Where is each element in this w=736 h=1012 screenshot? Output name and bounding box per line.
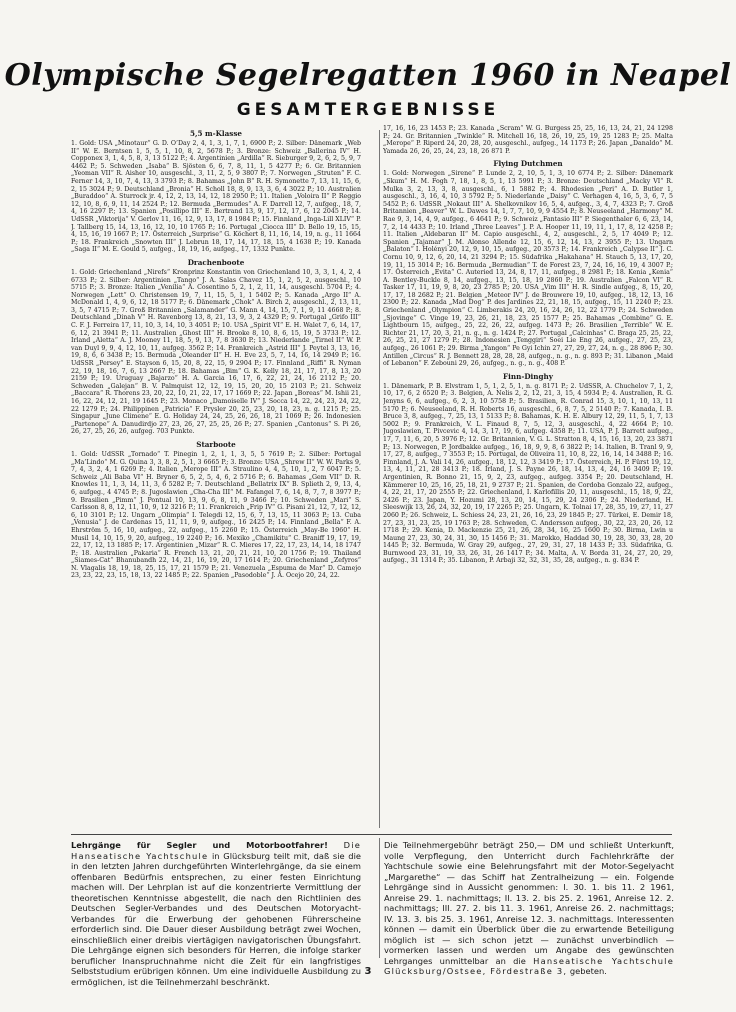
column-divider [379, 130, 380, 828]
article-left-text [71, 840, 361, 987]
results-drachenboote: 1. Gold: Griechenland „Nirefs“ Kronprinz Konstantin von Griechenland 10, 3, 3, 1, 4, 2, 4 6733 P.; 2. Silber: Argentinien „Tango“ J. A. Salas Chavez 15, 1, 2, 5, 2, ausgeschl., 10 5715 P.; 3. Bronze: Italien „Venilia“ A. Cosentino 5, 2, 1, 2, 11, 14, ausgeschl. 5704 P.; 4. Norwegen „Lett“ O. Christensen 19, 7, 11, 15, 5, 1, 1 5402 P.; 5. Kanada „Argo II“ A. McDonald 1, 4, 9, 6, 12, 18 5177 P.; 6. Dänemark „Chok“ A. Birch 2, ausgeschl., 2, 13, 11, 3, 5, 7 4715 P.; 7. Groß Britannien „Salamander“ G. Mann 4, 14, 15, 7, 1, 9, 11 4668 P.; 8. Deutschland „Dinah V“ H. Ravenborg 13, 8, 21, 13, 9, 3, 2 4329 P.; 9. Portugal „Grifo III“ C. F. J. Ferreira 17, 11, 10, 3, 14, 10, 3 4051 P.; 10. USA „Spirit VI“ E. H. Walet 7, 6, 14, 17, 6, 12, 21 3941 P.; 11. Australien „Ghost III“ H. Brooke 8, 10, 8, 6, 15, 19, 5 3733 P.; 12. Irland „Aletta“ A. J. Mooney 11, 18, 5, 9, 13, 7, 8 3630 P.; 13. Niederlande „Tirnel II“ W. P. van Duyl 9, 9, 4, 12, 10, 11, aufgeg. 3562 P.; 14. Frankreich „Astrid III“ J. Peytel 3, 13, 16, 19, 8, 6, 6 3438 P.; 15. Bermuda „Oleander II“ H. H. Eve 23, 5, 7, 14, 16, 14 2949 P.; 16. UdSSR „Persey“ E. Stayson 6, 15, 20, 8, 22, 15, 9 2904 P.; 17. Finnland „Riffi“ R. Nyman 22, 19, 18, 16, 7, 6, 13 2667 P.; 18. Bahamas „Bim“ G. K. Kelly 18, 21, 17, 17, 8, 13, 20 2159 P.; 19. Uruguay „Bajarzo“ H. A. Garcia 16, 17, 6, 22, 21, 24, 16 2112 P.; 20. Schweden „Galejan“ B. V. Palmquist 12, 12, 19, 15, 20, 20, 15 2103 P.; 21. Schweiz „Baccara“ R. Thorens 23, 20, 22, 10, 21, 22, 17, 17 1669 P.; 22. Japan „Boreas“ M. Ishii 21, 16, 22, 24, 12, 21, 19 1645 P.; 23. Monaco „Damoiselle IV“ J. Socca 14, 22, 24, 23, 24, 22, 22 1279 P.; 24. Philippinen „Patricia“ F. Prysler 20, 25, 23, 20, 18, 23, n. g. 1215 P.; 25. Singapur „June Climene“ E. G. Holiday 24, 24, 25, 26, 26, 18, 21 1069 P.; 26. Indonesien „Partenope“ A. Danudirdjo 27, 23, 26, 27, 25, 25, 26 P.; 27. Spanien „Cantonus“ S. Pi 26, 26, 27, 25, 26, 26, aufgeg. 703 Punkte. [71, 268, 361, 436]
school-address: Hanseatische Yachtschule Glücksburg/Ostsee, Fördestraße 3, [384, 955, 674, 976]
results-starboote-continued: 17, 16, 16, 23 1453 P.; 23. Kanada „Scram“ W. G. Burgess 25, 25, 16, 13, 24, 21, 24 1298 P.; 24. Gr. Britannien „Twinkle“ R. Mitchell 16, 18, 26, 19, 25, 19, 25 1283 P.; 25. Malta „Merope“ P. Riperd 24, 20, 28, 20, ausgeschl., aufgeg., 14 1173 P.; 26. Japan „Danaldo“ M. Yamada 26, 26, 25, 24, 23, 18, 26 871 P. [383, 125, 673, 155]
section-heading-flying-dutchmen: Flying Dutchmen [493, 159, 563, 169]
results-starboote: 1. Gold: UdSSR „Tornado“ T. Pinegin 1, 2, 1, 1, 3, 5, 5 7619 P.; 2. Silber: Portugal „Ma’Lindo“ M. G. Quina 3, 3, 8, 2, 5, 1, 3 6665 P.; 3. Bronze: USA „Shrew II“ W. W. Parks 9, 7, 4, 3, 2, 4, 1 6269 P.; 4. Italien „Merope III“ A. Straulino 4, 4, 5, 10, 1, 2, 7 6047 P.; 5. Schweiz „Ali Baba VI“ H. Bryner 6, 5, 2, 5, 4, 6, 2 5716 P.; 6. Bahamas „Gem VII“ D. R. Knowles 11, 1, 3, 14, 11, 3, 6 5282 P.; 7. Deutschland „Bellatrix IX“ B. Splieth 2, 9, 13, 4, 6, aufgeg., 4 4745 P.; 8. Jugoslawien „Cha-Cha III“ M. Fafangel 7, 6, 14, 8, 7, 7, 8 3977 P.; 9. Brasilien „Pimm“ J. Pontual 10, 13, 9, 6, 8, 11, 9 3466 P.; 10. Schweden „Mari“ S. Carlsson 8, 8, 12, 11, 10, 9, 12 3216 P.; 11. Frankreich „Frip IV“ G. Pisani 21, 12, 7, 12, 12, 6, 10 3101 P.; 12. Ungarn „Olimpia“ I. Telegdi 12, 15, 6, 7, 13, 15, 11 3063 P.; 13. Cuba „Venusia“ J. de Cardenas 15, 11, 11, 9, 9, aufgeg., 16 2425 P.; 14. Finnland „Bella“ F. A. Ehrström 5, 16, 10, aufgeg., 22, aufgeg., 15 2260 P.; 15. Österreich „May-Be 1960“ H. Musil 14, 10, 15, 9, 20, aufgeg., 19 2240 P.; 16. Mexiko „Chamikitu“ C. Braniff 19, 17, 19, 22, 17, 12, 13 1885 P.; 17. Argentinien „Mizar“ R. C. Mieres 17, 22, 17, 23, 14, 14, 18 1747 P.; 18. Australien „Pakaria“ R. French 13, 21, 20, 21, 21, 10, 20 1756 P.; 19. Thailand „Siames-Cat“ Bhanubandh 22, 14, 21, 16, 19, 20, 17 1614 P.; 20. Griechenland „Zefyros“ N. Vlagalis 18, 19, 18, 25, 15, 17, 21 1579 P.; 21. Venezuela „Espuma de Mar“ D. Camejo 23, 23, 22, 23, 15, 18, 13, 22 1485 P.; 22. Spanien „Pasodoble“ J. A. Ocejo 20, 24, 22. [71, 450, 361, 580]
left-results-column [71, 125, 361, 830]
results-finn-dinghy: 1. Dänemark, P. B. Elvstram 1, 5, 1, 2, 5, 1, n. g. 8171 P.; 2. UdSSR, A. Chuchelov 7, 1, 2, 10, 17, 6, 2 6520 P.; 3. Belgien, A. Nelis 2, 2, 12, 21, 3, 15, 4 5934 P.; 4. Australien, R. G. Jenyns 6, 6, aufgeg., 6, 2, 3, 10 5758 P.; 5. Brasilien, R. Conrad 15, 3, 10, 1, 10, 13, 11 5170 P.; 6. Neuseeland, R. H. Roberts 16, ausgeschl., 6, 8, 7, 5, 2 5140 P.; 7. Kanada, I. B. Bruce 3, 8, aufgeg., 7, 25, 13, 1 5133 P.; 8. Bahamas, K. H. E. Albury 12, 29, 11, 5, 1, 7, 13 5002 P.; 9. Frankreich, V. L. Finaud 8, 7, 5, 12, 3, ausgeschl., 4, 22 4664 P.; 10. Jugoslawien, T. Pivcevic 4, 14, 3, 17, 19, 6, aufgeg. 4358 P.; 11. USA, P. J. Barrett aufgeg., 17, 7, 11, 6, 20, 5 3976 P.; 12. Gr. Britannien, V. G. L. Stratton 8, 4, 15, 16, 13, 20, 23 3871 P.; 13. Norwegen, P. Jordbakke aufgeg., 16, 18, 9, 9, 8, 6 3822 P.; 14. Italien, B. Tranl 9, 9, 17, 27, 8, aufgeg., 7 3553 P.; 15. Portugal, de Oliveira 11, 10, 8, 22, 16, 14, 14 3488 P.; 16. Finnland, J. A. Vali 14, 26, aufgeg., 18, 12, 12, 3 3419 P.; 17. Österreich, H. P. Fürst 19, 12, 13, 4, 11, 21, 28 3413 P.; 18. Irland, J. S. Payne 26, 18, 14, 13, 4, 24, 16 3409 P.; 19. Argentinien, R. Bonno 21, 15, 9, 2, 23, aufgeg., aufgeg. 3354 P.; 20. Deutschland, H. Kämmerer 10, 25, 16, 25, 18, 21, 9 2737 P.; 21. Spanien, de Cordoba Gonzalo 22, aufgeg., 4, 22, 21, 17, 20 2555 P.; 22. Griechenland, I. Karlofillis 20, 11, ausgeschl., 15, 18, 9, 22, 2426 P.; 23. Japan, Y. Hozumi 28, 13, 20, 14, 15, 29, 24 2306 P.; 24. Niederland, H. Sleeswijk 13, 26, 24, 32, 20, 19, 17 2265 P.; 25. Ungarn, K. Tolnai 17, 28, 35, 19, 27, 11, 27 2060 P.; 26. Schweiz, L. Schiess 24, 23, 21, 26, 16, 23, 29 1845 P.; 27. Türkei, E. Demir 18, 27, 23, 31, 23, 25, 19 1763 P.; 28. Schweden, C. Andersson aufgeg., 30, 22, 23, 20, 26, 12 1718 P.; 29. Kenia, D. Mackenzie 25, 21, 26, 28, 34, 16, 25 1600 P.; 30. Birma, Lwin u Maung 27, 23, 30, 24, 31, 30, 15 1456 P.; 31. Marokko, Haddad 30, 19, 28, 30, 33, 28, 20 1445 P.; 32. Bermuda, W. Gray 29, aufgeg., 27, 29, 31, 27, 18 1433 P.; 33. Südafrika, G. Burnwood 23, 31, 19, 33, 26, 31, 26 1417 P.; 34. Malta, A. V. Borda 31, 24, 27, 20, 29, aufgeg., 31 1314 P.; 35. Libanon, P. Arbaji 32, 32, 31, 35, 28, aufgeg., n. g. 834 P. [383, 382, 673, 565]
article-headline: Lehrgänge für Segler und Motorbootfahrer! [71, 840, 328, 850]
school-name: Die Hanseatische Yachtschule [71, 840, 361, 861]
section-heading-drachenboote: Drachenboote [187, 257, 245, 267]
article-body-continued: Die Teilnehmergebühr beträgt 250,— DM und schließt Unterkunft, volle Verpflegung, den Unterricht durch Fachlehrkräfte der Yachtschule sowie eine Belehrungsfahrt mit der Motor-Segelyacht „Margarethe“ — das Schiff hat Zentralheizung — ein. Folgende Lehrgänge sind in Aussicht genommen: I. 30. 1. bis 11. 2 1961, Anreise 29. 1. nachmittags; II. 13. 2. bis 25. 2. 1961, Anreise 12. 2. nachmittags; III. 27. 2. bis 11. 3. 1961, Anreise 26. 2. nachmittags; IV. 13. 3. bis 25. 3. 1961, Anreise 12. 3. nachmittags. Interessenten können — damit ein Überblick über die zu erwartende Beteiligung möglich ist — sich schon jetzt — zunächst unverbindlich — vormerken lassen und werden um Angabe des gewünschten Lehrganges unmittelbar an die [384, 840, 674, 966]
section-heading-starboote: Starboote [196, 439, 236, 449]
right-results-column [383, 125, 673, 830]
section-heading-finn-dinghy: Finn-Dinghy [503, 371, 553, 381]
results-columns [71, 125, 673, 830]
section-heading-5-5m: 5,5 m-Klasse [190, 129, 242, 138]
results-5-5m: 1. Gold: USA „Minotaur“ G. D. O’Day 2, 4, 1, 3, 1, 7, 1, 6900 P.; 2. Silber: Dänemark „Web II“ W. E. Berntsen 1, 5, 5, 1, 10, 8, 2, 5678 P.; 3. Bronze: Schweiz „Ballerina IV“ H. Copponex 3, 1, 4, 5, 8, 3, 13 5122 P.; 4. Argentinien „Ardilla“ R. Sieburger 9, 2, 6, 2, 5, 9, 7 4462 P.; 5. Schweden „Isaba“ B. Sjösten 6, 6, 7, 8, 11, 1, 5 4277 P.; 6. Gr. Britannien „Yeoman VII“ R. Aisher 10, ausgeschl., 3, 11, 2, 5, 9 3807 P.; 7. Norwegen „Struten“ F. C. Ferner 14, 3, 10, 7, 4, 13, 3 3793 P.; 8. Bahamas „John B“ R. H. Symonette 7, 13, 11, 15, 6, 2, 15 3024 P.; 9. Deutschland „Bronia“ H. Scholl 18, 8, 9, 13, 3, 6, 4 3022 P.; 10. Australien „Buraddoo“ A. Sturrock jr. 4, 12, 2, 13, 14, 12, 18 2950 P.; 11. Italien „Voloira II“ P. Reggio 12, 10, 8, 6, 9, 11, 14 2524 P.; 12. Bermuda „Bermudes“ A. F. Darrell 12, 7, aufgeg., 18, 7, 4, 16 2297 P.; 13. Spanien „Posillipo III“ E. Bertrand 13, 9, 17, 12, 17, 6, 12 2045 P.; 14. UdSSR „Viktorija“ V. Gerlov 11, 16, 12, 9, 13, 17, 8 1984 P.; 15. Finnland „Inga-Lill XLIV“ P. J. Tallberg 15, 14, 13, 16, 12, 10, 10 1765 P.; 16. Portugal „Ciocca III“ D. Bello 19, 15, 15, 4, 15, 16, 19 1667 P.; 17. Österreich „Surprise“ G. Köchert 8, 11, 16, 14, 19, n. g., 11 1664 P.; 18. Frankreich „Snowten III“ J. Lebrun 18, 17, 14, 17, 18, 15, 4 1638 P.; 19. Kanada „Saga II“ M. E. Gould 5, aufgeg., 18, 19, 16, aufgeg., 17, 1332 Punkte. [71, 140, 361, 254]
article-body: in Glücksburg teilt mit, daß sie die in den letzten Jahren durchgeführten Winterlehrgänge, da sie einem offenbaren Bedürfnis entsprechen, zu einer festen Einrichtung machen will. Der Lehrplan ist auf die konzentrierte Vermittlung der theoretischen Kenntnisse abgestellt, die nach den Richtlinien des Deutschen Segler-Verbandes und des Deutschen Motoryacht-Verbandes für die Erwerbung der gehobenen Führerscheine erforderlich sind. Die Dauer dieser Ausbildung beträgt zwei Wochen, einschließlich einer dreibis viertägigen navigatorischen Übungsfahrt. Die Lehrgänge eignen sich besonders für Herren, die infolge starker beruflicher Inanspruchnahme nicht die Zeit für ein langfristiges Selbststudium erübrigen können. Um eine individuelle Ausbildung zu ermöglichen, ist die Teilnehmerzahl beschränkt. [71, 850, 361, 987]
page-title: Olympische Segelregatten 1960 in Neapel [4, 58, 732, 93]
section-divider [71, 834, 672, 835]
page-number: 3 [364, 966, 372, 977]
article-divider [379, 838, 380, 958]
page-subtitle: GESAMTERGEBNISSE [236, 100, 500, 120]
article-right-text [384, 840, 674, 977]
results-flying-dutchmen: 1. Gold: Norwegen „Sirene“ P. Lunde 2, 2, 10, 5, 1, 3, 10 6774 P.; 2. Silber: Dänemark „Skum“ H. M. Fogh 7, 18, 1, 8, 5, 1, 13 5991 P.; 3. Bronze: Deutschland „Macky VI“ R. Mulka 3, 2, 13, 3, 8, ausgeschl., 6, 1 5882 P.; 4. Rhodesien „Peri“ A. D. Butler 1, ausgeschl., 3, 16, 4, 10, 3 5792 P.; 5. Niederlande „Daisy“ C. Verhagen 4, 16, 5, 3, 6, 7, 5 5452 P.; 6. UdSSR „Nokaut III“ A. Shelkovnikov 16, 5, 4, aufgeg., 3, 4, 7, 4323 P.; 7. Groß Britannien „Beaver“ W. L. Dawes 14, 1, 7, 7, 10, 9, 9 4554 P.; 8. Neuseeland „Harmony“ M. Rae 9, 3, 14, 4, 9, aufgeg., 6 4641 P.; 9. Schweiz „Fantasio III“ P. Siegenthaler 6, 6, 23, 14, 7, 2, 14 4433 P.; 10. Irland „Three Leaves“ J. P. A. Hooper 11, 19, 11, 1, 17, 8, 12 4258 P.; 11. Italien „Aldebaran II“ M. Capio ausgeschl., 4, 2, ausgeschl., 2, 5, 17 4049 P.; 12. Spanien „Tajamar“ J. M. Alonso Allende 12, 15, 6, 12, 14, 13, 2 3955 P.; 13. Ungarn „Balaton“ I. Holényi 20, 12, 9, 10, 15, aufgeg., 20 3573 P.; 14. Frankreich „Calypse II“ J. C. Cornu 10, 9, 12, 6, 20, 14, 21 3294 P.; 15. Südafrika „Hakahana“ H. Stauch 5, 13, 17, 20, 19, 11, 15 3014 P.; 16. Bermuda „Bermudian“ T. de Forest 23, 7, 24, 16, 16, 19, 4 3007 P.; 17. Österreich „Evita“ C. Auteried 13, 24, 8, 17, 11, aufgeg., 8 2981 P.; 18. Kenia „Kenia“ A. Bentley-Buckle 8, 14, aufgeg., 13, 15, 18, 19 2860 P.; 19. Australien „Falcon VI“ R. Tasker 17, 11, 19, 9, 8, 20, 23 2785 P.; 20. USA „Vim III“ H. R. Sindle aufgeg., 8, 15, 20, 17, 17, 18 2682 P.; 21. Belgien „Meteor IV“ J. de Brouwere 19, 10, aufgeg., 18, 12, 13, 16 2300 P.; 22. Kanada „Mad Dog“ P. des Jardines 22, 21, 18, 15, aufgeg., 15, 11 2240 P.; 23. Griechenland „Olympion“ C. Limberakis 24, 20, 16, 24, 26, 12, 22 1779 P.; 24. Schweden „Sjovinge“ C. Vinge 19, 23, 26, 21, 18, 23, 25 1577 P.; 25. Bahamas „Combine“ G. E. Lightbourn 15, aufgeg., 25, 22, 26, 22, aufgeg. 1473 P.; 26. Brasilien „Terrible“ W. E. Richter 21, 17, 20, 3, 21, n. g., n. g. 1424 P.; 27. Portugal „Calcinhas“ C. Braga 25, 25, 22, 26, 25, 21, 27 1279 P.; 28. Indonesien „Tenggiri“ Soei Lie Eng 26, aufgeg., 27, 25, 23, aufgeg., 26 1061 P.; 29. Birma „Yangon“ Pe Gyi Ichin 27, 27, 29, 27, 24, n. g., 28 896 P.; 30. Antillen „Circus“ R. J. Bennett 28, 28, 28, 28, aufgeg., n. g., n. g. 893 P.; 31. Libanon „Maid of Lebanon“ F. Zebouni 29, 26, aufgeg., n. g., n. g., 408 P. [383, 170, 673, 368]
article-tail: gebeten. [569, 966, 607, 976]
